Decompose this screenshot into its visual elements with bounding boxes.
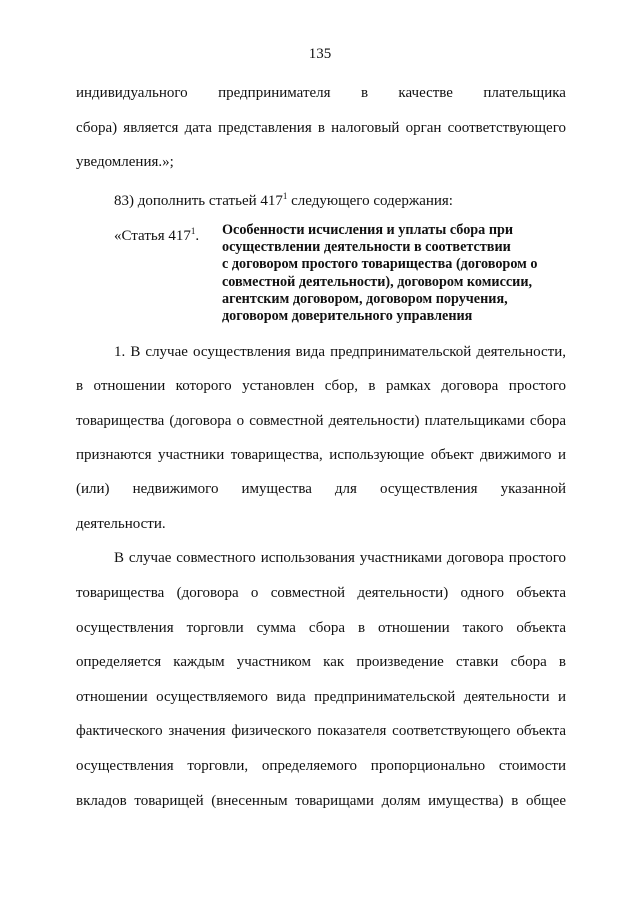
word: плательщика [483, 85, 566, 101]
article-title-line: Особенности исчисления и уплаты сбора при [222, 222, 514, 238]
item-83-superscript: 1 [282, 191, 288, 201]
article-title [222, 222, 572, 325]
article-title-line: агентским договором, договором поручения, [222, 290, 508, 307]
paragraph-2-line-4: определяется каждым участником как произведение ставки сбора в [76, 654, 566, 670]
page-number: 135 [308, 46, 332, 62]
word: указанной [500, 481, 566, 497]
word: предпринимателя [218, 85, 331, 101]
paragraph-1-line-5 [76, 480, 566, 498]
article-label-text: «Статья 417 [114, 228, 191, 244]
paragraph-2-line-2: товарищества (договора о совместной деятельности) одного объекта [76, 585, 566, 601]
article-title-line: осуществлении деятельности в соответствии [222, 239, 511, 256]
paragraph-1-line-6: деятельности. [76, 516, 166, 532]
article-title-line: с договором простого товарищества (договором о [222, 256, 538, 273]
continuation-line-3: уведомления.»; [76, 154, 174, 170]
word: (или) [76, 481, 110, 497]
word: в [360, 85, 369, 101]
word: качестве [398, 85, 453, 101]
item-83 [114, 187, 566, 210]
word: осуществления [379, 481, 478, 497]
paragraph-1-line-4: признаются участники товарищества, использующие объект движимого и [76, 447, 566, 463]
item-83-text: 83) дополнить статьей 417 [114, 193, 283, 209]
paragraph-1-line-3: товарищества (договора о совместной деятельности) плательщиками сбора [76, 413, 566, 429]
word: недвижимого [132, 481, 219, 497]
article-label [114, 222, 199, 245]
paragraph-2-line-8: вкладов товарищей (внесенным товарищами долям имущества) в общее [76, 793, 566, 809]
article-title-line: договором доверительного управления [222, 308, 473, 325]
continuation-line-2: сбора) является дата представления в налоговый орган соответствующего [76, 120, 566, 136]
article-label-superscript: 1 [190, 226, 196, 236]
word: индивидуального [76, 85, 188, 101]
continuation-line-1 [76, 84, 566, 102]
paragraph-1-line-2: в отношении которого установлен сбор, в рамках договора простого [76, 378, 566, 394]
article-title-line: совместной деятельности), договором комиссии, [222, 273, 533, 290]
paragraph-2-line-1: В случае совместного использования участниками договора простого [114, 550, 566, 566]
paragraph-2-line-5: отношении осуществляемого вида предпринимательской деятельности и [76, 689, 566, 705]
article-label-dot: . [195, 228, 200, 244]
paragraph-2-line-6: фактического значения физического показателя соответствующего объекта [76, 723, 566, 739]
paragraph-2-line-7: осуществления торговли, определяемого пропорционально стоимости [76, 758, 566, 774]
word: имущества [241, 481, 312, 497]
item-83-text-after: следующего содержания: [287, 193, 453, 209]
paragraph-1-line-1: 1. В случае осуществления вида предпринимательской деятельности, [114, 344, 566, 360]
word: для [334, 481, 357, 497]
paragraph-2-line-3: осуществления торговли сумма сбора в отношении такого объекта [76, 620, 566, 636]
